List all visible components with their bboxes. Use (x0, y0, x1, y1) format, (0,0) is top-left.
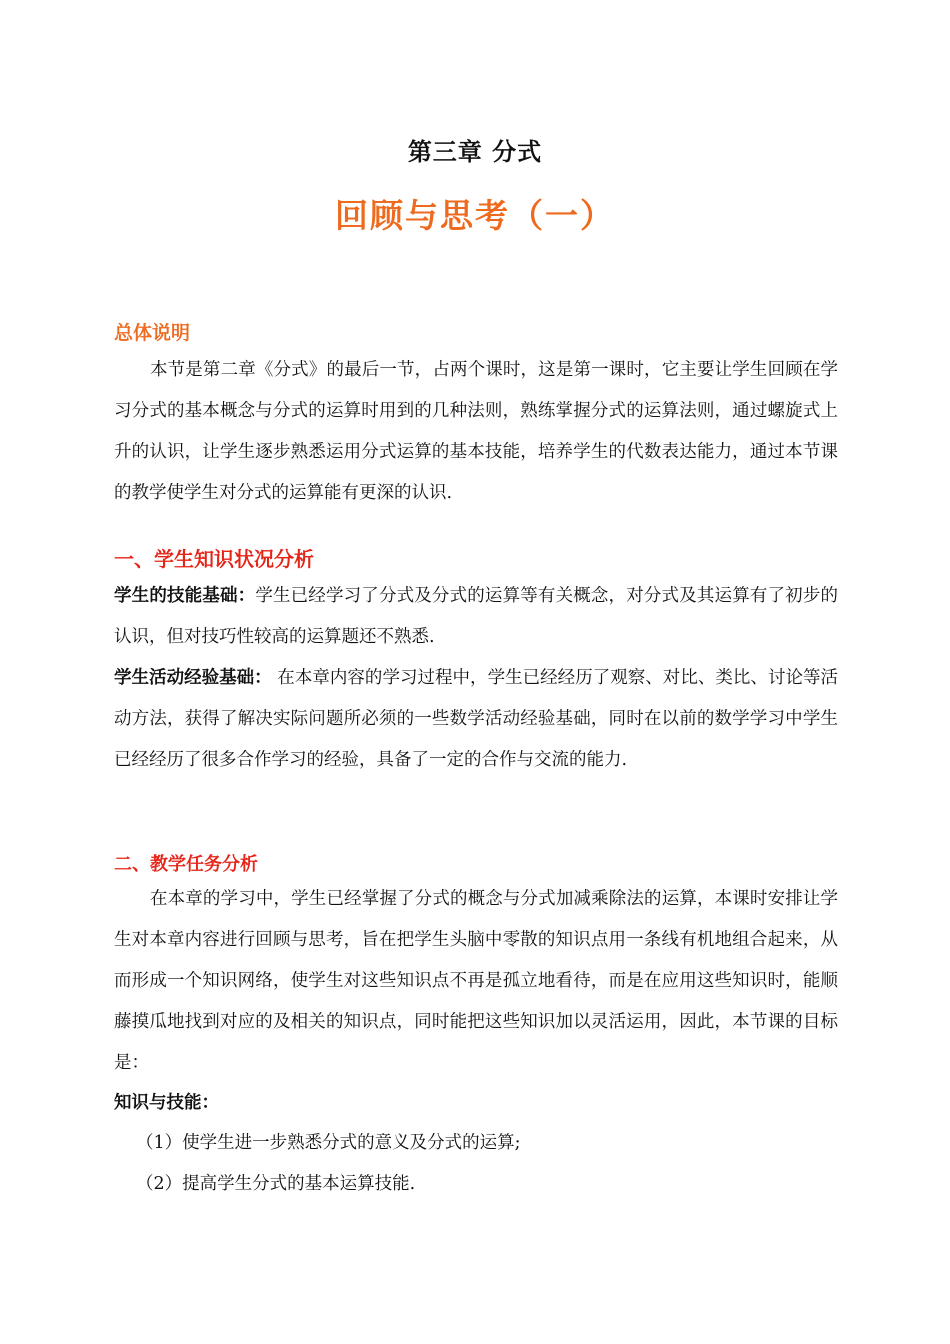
section2-paragraph: 在本章的学习中，学生已经掌握了分式的概念与分式加减乘除法的运算，本课时安排让学生对本章内容进行回顾与思考，旨在把学生头脑中零散的知识点用一条线有机地组合起来，从而形成一个知识网络，使学生对这些知识点不再是孤立地看待，而是在应用这些知识时，能顺藤摸瓜地找到对应的及相关的知识点，同时能把这些知识加以灵活运用，因此，本节课的目标是： (114, 889, 838, 1073)
lesson-title: 回顾与思考（一） (335, 196, 615, 235)
knowledge-item-1: （1）使学生进一步熟悉分式的意义及分式的运算; (136, 1133, 521, 1153)
activity-text: 在本章内容的学习过程中，学生已经经历了观察、对比、类比、讨论等活动方法，获得了解决实际问题所必须的一些数学活动经验基础，同时在以前的数学学习中学生已经经历了很多合作学习的经验，具备了一定的合作与交流的能力. (114, 668, 839, 770)
knowledge-label: 知识与技能： (114, 1093, 219, 1113)
skill-label: 学生的技能基础： (114, 586, 256, 606)
chapter-title: 第三章 分式 (407, 138, 543, 166)
activity-paragraph (114, 658, 838, 781)
knowledge-item-2: （2）提高学生分式的基本运算技能. (136, 1174, 416, 1194)
activity-label: 学生活动经验基础： (114, 668, 272, 688)
skill-paragraph (114, 576, 838, 658)
section1-heading: 一、学生知识状况分析 (114, 547, 314, 571)
overview-heading: 总体说明 (114, 322, 191, 344)
skill-text: 学生已经学习了分式及分式的运算等有关概念，对分式及其运算有了初步的认识，但对技巧性较高的运算题还不熟悉. (114, 586, 839, 647)
section2-heading: 二、教学任务分析 (114, 854, 258, 875)
overview-paragraph: 本节是第二章《分式》的最后一节，占两个课时，这是第一课时，它主要让学生回顾在学习分式的基本概念与分式的运算时用到的几种法则，熟练掌握分式的运算法则，通过螺旋式上升的认识，让学生逐步熟悉运用分式运算的基本技能，培养学生的代数表达能力，通过本节课的教学使学生对分式的运算能有更深的认识. (114, 360, 838, 503)
